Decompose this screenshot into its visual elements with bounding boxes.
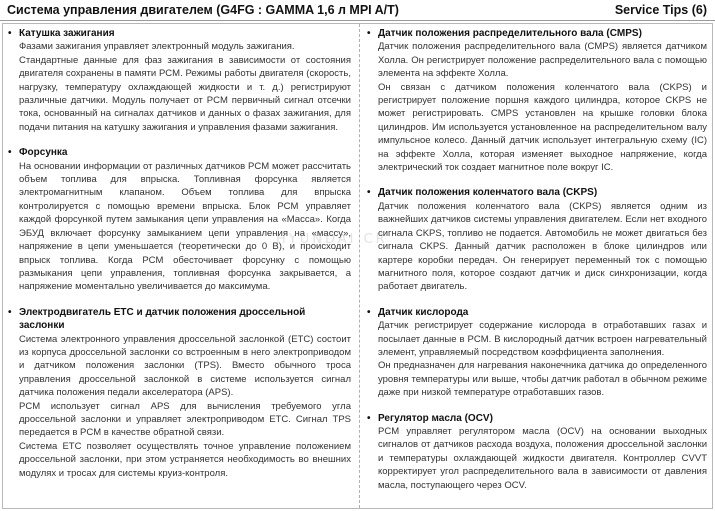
section-paragraph: Датчик положения коленчатого вала (CKPS) является одним из важнейших датчиков системы управления двигателем. Если нет входного сигнала CKPS, топливо не подается. Автомобиль не может двигаться без сигнала CKPS. Данный датчик расположен в блоке цилиндров или картере коробки передач. Он генерирует переменный ток с помощью магнитного поля, которое создают датчик и диск синхронизации, когда работает двигатель. — [378, 200, 707, 293]
left-section-2 — [8, 146, 351, 293]
section-paragraph: PCM управляет регулятором масла (OCV) на основании выходных сигналов от датчиков расхода воздуха, положения дроссельной заслонки и температуры охлаждающей жидкости двигателя. Контроллер CVVT корректирует угол распределительного вала в зависимости от давления масла, поступающего через OCV. — [378, 425, 707, 491]
section-paragraph: Фазами зажигания управляет электронный модуль зажигания. — [19, 41, 295, 53]
left-section-3 — [8, 306, 351, 480]
section-title-text: Датчик положения распределительного вала (CMPS) — [378, 28, 642, 39]
section-paragraph: Стандартные данные для фаз зажигания в зависимости от состояния двигателя сохранены в памяти PCM. Режимы работы двигателя (скорость, нагрузку, температуру охлаждающей жидкости и т. д.) регистрируют различные датчики. Модуль получает от PCM первичный сигнал отсечки тока, основанный на сигналах датчиков и данных о фазах зажигания, для подачи питания на катушку зажигания и управления фазами зажигания. — [19, 54, 351, 133]
section-title-text: Форсунка — [19, 147, 68, 159]
section-paragraph: Он предназначен для нагревания наконечника датчика до определенного уровня температуры или выше, чтобы датчик работал в обычном режиме даже при низкой температуре отработавших газов. — [378, 360, 707, 399]
bullet-icon: • — [8, 28, 12, 39]
page-title: Система управления двигателем (G4FG : GAMMA 1,6 л MPI A/T) — [7, 2, 399, 17]
section-paragraph: PCM использует сигнал APS для вычисления требуемого угла дроссельной заслонки и управляет электроприводом ETC. Сигнал TPS передается в PCM в качестве обратной связи. — [19, 400, 351, 439]
section-title — [367, 27, 707, 40]
left-column — [8, 27, 351, 480]
section-body — [8, 333, 351, 480]
bullet-icon: • — [8, 306, 12, 318]
left-section-1 — [8, 27, 351, 134]
section-title — [8, 27, 351, 40]
section-title — [367, 306, 707, 319]
watermark: HYUNDAI CR — [276, 232, 388, 247]
section-body — [8, 40, 351, 134]
section-title-text: Электродвигатель ETC и датчик положения дроссельной заслонки — [19, 306, 306, 332]
section-title — [8, 306, 351, 333]
right-section-1 — [367, 27, 707, 174]
page-header — [0, 0, 715, 21]
section-title — [367, 186, 707, 199]
section-title-text: Датчик кислорода — [378, 306, 469, 318]
page-section-label: Service Tips (6) — [614, 2, 707, 17]
bullet-icon: • — [367, 28, 371, 39]
right-section-2 — [367, 186, 707, 293]
bullet-icon: • — [367, 306, 371, 318]
section-title-text: Регулятор масла (OCV) — [378, 412, 493, 424]
section-title — [8, 146, 351, 159]
section-paragraph: Датчик положения распределительного вала (CMPS) является датчиком Холла. Он регистрирует положение распределительного вала с помощью элемента на эффекте Холла. — [378, 41, 707, 80]
section-paragraph: Датчик регистрирует содержание кислорода в отработавших газах и посылает данные в PCM. В кислородный датчик встроен нагревательный элемент, управляемый посредством коэффициента заполнения. — [378, 320, 707, 358]
right-section-4 — [367, 412, 707, 492]
section-title — [367, 412, 707, 425]
section-body — [367, 425, 707, 492]
right-section-3 — [367, 306, 707, 400]
section-paragraph: Система ETC позволяет осуществлять точное управление положением дроссельной заслонки, при этом устраняется необходимость во внешних модулях и тросах для системы круиз-контроля. — [19, 440, 351, 479]
section-title-text: Катушка зажигания — [19, 28, 115, 39]
section-title-text: Датчик положения коленчатого вала (CKPS) — [378, 187, 598, 199]
bullet-icon: • — [367, 187, 371, 199]
column-divider — [359, 24, 360, 508]
section-body — [367, 40, 707, 174]
section-body — [367, 200, 707, 294]
section-body — [367, 319, 707, 399]
section-paragraph: На основании информации от различных датчиков PCM может рассчитать объем топлива для впрыска. Топливная форсунка является электромагнитным клапаном. Объем топлива для впрыска контролируется с помощью времени впрыска. Блок PCM управляет каждой форсункой путем замыкания цепи управления на «Масса». Когда ЭБУД включает форсунку замыканием цепи управления на «массу», напряжение в цепи уменьшается (теоретически до 0 В), и происходит впрыск топлива. Когда PCM обесточивает форсунку с помощью размыкания цепи управления, топливная форсунка закрывается, а напряжение моментально увеличивается до максимума. — [19, 160, 351, 293]
section-paragraph: Он связан с датчиком положения коленчатого вала (CKPS) и регистрирует положение поршня каждого цилиндра, которое CKPS не может регистрировать. CMPS установлен на крышке головки блока цилиндров. Им используется установленное на распределительном валу импульсное колесо. Данный датчик использует интегральную схему (IC) на эффекте Холла, которая изменяет выходное напряжение, когда электрический ток создает магнитное поле вокруг IC. — [378, 81, 707, 174]
bullet-icon: • — [8, 147, 12, 159]
right-column — [367, 27, 707, 492]
section-paragraph: Система электронного управления дроссельной заслонкой (ETC) состоит из корпуса дроссельной заслонки со встроенным в него электроприводом и датчиком положения заслонки (TPS). Вместо обычного троса управления дроссельной заслонкой в системе используется сигнал датчика положения педали акселератора (APS). — [19, 333, 351, 399]
bullet-icon: • — [367, 412, 371, 424]
section-body — [8, 160, 351, 294]
